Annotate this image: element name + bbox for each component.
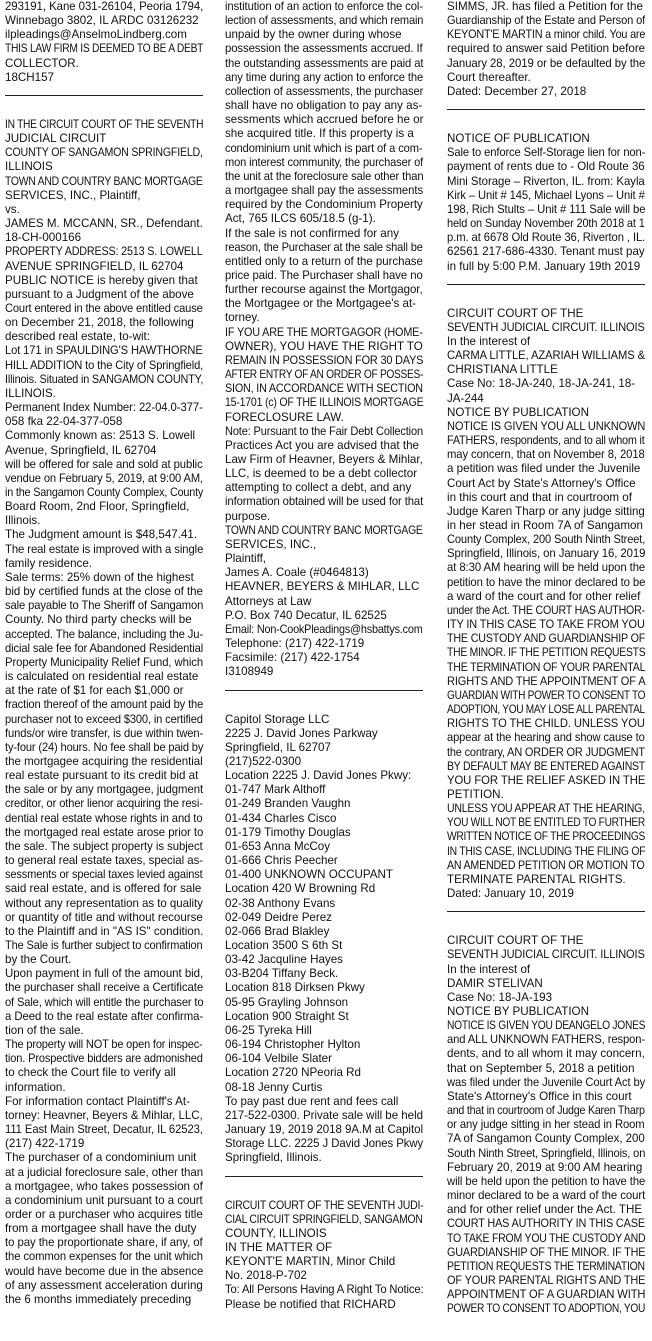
notice-line: DAMIR STELIVAN <box>447 976 543 990</box>
notice-line: TERMINATE PARENTAL RIGHTS. <box>447 872 626 886</box>
notice-line: Springfield, Illinois. <box>225 1151 322 1165</box>
notice-line: any time during any action to enforce the <box>225 70 424 84</box>
notice-line: FORECLOSURE LAW. <box>225 410 344 424</box>
notice-line: the purchaser shall receive a Certificate <box>5 981 204 995</box>
notice-line: 01-434 Charles Cisco <box>225 811 337 825</box>
notice-line: PETITION REQUESTS THE TERMINATION <box>447 1259 645 1273</box>
notice-line: Location 900 Straight St <box>225 1009 349 1023</box>
notice-line: The property will NOT be open for inspec- <box>5 1038 203 1052</box>
notice-line: said real estate, and is offered for sale <box>5 882 202 896</box>
notice-line: OF YOUR PARENTAL RIGHTS AND THE <box>447 1273 646 1287</box>
notice-line: YOU FOR THE RELIEF ASKED IN THE <box>447 773 646 787</box>
notice-line: held on Sunday November 20th 2018 at 1 <box>447 217 645 231</box>
notice-line: 2225 J. David Jones Parkway <box>225 726 378 740</box>
notice-line: 01-179 Timothy Douglas <box>225 825 351 839</box>
notice-line: purchaser not to exceed $300, in certified <box>5 712 203 726</box>
notice-line: IN THE MATTER OF <box>225 1240 333 1254</box>
notice-line: of any assessment acceleration during <box>5 1278 203 1292</box>
legal-notice <box>225 1199 423 1312</box>
notice-line: The real estate is improved with a single <box>5 542 204 556</box>
notice-line: minor declared to be a ward of the court <box>447 1189 646 1203</box>
notice-divider <box>225 690 423 691</box>
notice-line: Storage LLC. 2225 J David Jones Pkwy <box>225 1137 424 1151</box>
notice-line: LLC, is deemed to be a debt collector <box>225 467 418 481</box>
notice-line: a mortgagee, who takes possession of <box>5 1179 203 1193</box>
notice-line: purpose. <box>225 509 271 523</box>
notice-line: CIRCUIT COURT OF THE <box>447 934 584 948</box>
notice-line: January 19, 2019 2018 9A.M at Capitol <box>225 1123 423 1137</box>
notice-line: creditor, or other lienor acquiring the resi- <box>5 797 203 811</box>
notice-line: required to answer said Petition before <box>447 42 646 56</box>
notice-line: 01-666 Chris Peecher <box>225 854 338 868</box>
notice-line: ITY IN THIS CASE TO TAKE FROM YOU <box>447 618 645 632</box>
legal-notice <box>447 0 645 99</box>
notice-line: TOWN AND COUNTRY BANC MORTGAGE <box>5 174 203 188</box>
notice-line: No. 2018-P-702 <box>225 1269 307 1283</box>
notice-line: is calculated on residential real estate <box>5 670 199 684</box>
notice-line: the mortgaged real estate arose prior to <box>5 825 204 839</box>
notice-line: from a mortgagee shall have the duty <box>5 1222 197 1236</box>
notice-line: 06-104 Velbile Slater <box>225 1052 332 1066</box>
notice-line: under the Act. THE COURT HAS AUTHOR- <box>447 603 645 617</box>
notice-line: 02-066 Brad Blakley <box>225 924 330 938</box>
notice-line: COUNTY, ILLINOIS <box>225 1226 327 1240</box>
notice-line: 05-95 Grayling Johnson <box>225 995 349 1009</box>
notice-line: NOTICE IS GIVEN YOU DEANGELO JONES <box>447 1019 646 1033</box>
notice-line: NOTICE IS GIVEN YOU ALL UNKNOWN <box>447 419 646 433</box>
notice-line: AN AMENDED PETITION OR MOTION TO <box>447 858 645 872</box>
notice-line: BY DEFAULT MAY BE ENTERED AGAINST <box>447 759 645 773</box>
legal-notice <box>5 118 203 1307</box>
notice-line: In the interest of <box>447 962 531 976</box>
notice-line: dicial sale fee for Abandoned Residential <box>5 641 204 655</box>
notice-line: NOTICE BY PUBLICATION <box>447 405 589 419</box>
notice-line: APPOINTMENT OF A GUARDIAN WITH <box>447 1288 646 1302</box>
notice-line: Telephone: (217) 422-1719 <box>225 637 365 651</box>
notice-line: the common expenses for the unit which <box>5 1250 203 1264</box>
notice-line: the unit at the foreclosure sale other than <box>225 169 424 183</box>
notice-line: Permanent Index Number: 22-04.0-377- <box>5 401 203 415</box>
notice-line: PUBLIC NOTICE is hereby given that <box>5 273 198 287</box>
legal-notice <box>225 0 423 680</box>
column-3 <box>447 0 645 1316</box>
notice-line: a Deed to the real estate after confirma- <box>5 1009 204 1023</box>
notice-line: 02-38 Anthony Evans <box>225 896 336 910</box>
notice-line: pursuant to a Judgment of the above <box>5 287 194 301</box>
notice-line: in full by 5:00 P.M. January 19th 2019 <box>447 259 641 273</box>
notice-line: GUARDIAN WITH POWER TO CONSENT TO <box>447 688 646 702</box>
notice-line: GUARDIANSHIP OF THE MINOR. IF THE <box>447 1245 646 1259</box>
notice-line: the mortgagee acquiring the residential <box>5 754 203 768</box>
notice-line: tion of the sale. <box>5 1023 84 1037</box>
notice-line: possession the assessments accrued. If <box>225 42 423 56</box>
notice-line: FATHERS, respondents, and to all whom it <box>447 434 645 448</box>
notice-line: at 8:30 AM hearing will be held upon the <box>447 561 646 575</box>
notice-line: was filed under the Juvenile Court Act by <box>447 1075 646 1089</box>
notice-line: HEAVNER, BEYERS & MIHLAR, LLC <box>225 580 420 594</box>
notice-line: to general real estate taxes, special as- <box>5 854 204 868</box>
notice-line: fraction thereof of the amount paid by the <box>5 698 204 712</box>
notice-line: Location 420 W Browning Rd <box>225 882 376 896</box>
notice-line: Upon payment in full of the amount bid, <box>5 967 204 981</box>
notice-line: February 20, 2019 at 9:00 AM hearing <box>447 1160 643 1174</box>
notice-line: County. No third party checks will be <box>5 613 192 627</box>
notice-line: Winnebago 3802, IL ARDC 03126232 <box>5 14 199 28</box>
notice-line: 18CH157 <box>5 70 54 84</box>
notice-line: ILLINOIS <box>5 160 53 174</box>
notice-line: mon interest community, the purchaser of <box>225 155 424 169</box>
notice-line: Commonly known as: 2513 S. Lowell <box>5 429 196 443</box>
notice-line: Email: Non-CookPleadings@hsbattys.com <box>225 622 423 636</box>
notice-line: to pay the proportionate share, if any, of <box>5 1236 203 1250</box>
notice-line: YOU WILL NOT BE ENTITLED TO FURTHER <box>447 816 645 830</box>
notice-line: reason, the Purchaser at the sale shall be <box>225 240 423 254</box>
notice-line: Court entered in the above entitled cause <box>5 301 203 315</box>
notice-line: Sale terms: 25% down of the highest <box>5 570 194 584</box>
notice-line: Court Act by State's Attorney's Office <box>447 476 636 490</box>
notice-line: Illinois. <box>5 514 41 528</box>
notice-line: on December 21, 2018, the following <box>5 316 194 330</box>
notice-line: p.m. at 6678 Old Route 36, Riverton , IL. <box>447 231 646 245</box>
notice-line: tion. Prospective bidders are admonished <box>5 1052 203 1066</box>
notice-line: Location 2225 J. David Jones Pkwy: <box>225 769 412 783</box>
notice-line: 7A of Sangamon County Complex, 200 <box>447 1132 645 1146</box>
notice-line: Capitol Storage LLC <box>225 712 330 726</box>
notice-line: Illinois. Situated in SANGAMON COUNTY, <box>5 372 204 386</box>
notice-line: CARMA LITTLE, AZARIAH WILLIAMS & <box>447 349 646 363</box>
notice-line: accepted. The balance, including the Ju- <box>5 627 204 641</box>
notice-line: 01-747 Mark Althoff <box>225 783 326 797</box>
notice-line: Avenue, Springfield, IL 62704 <box>5 443 157 457</box>
notice-divider <box>5 95 203 96</box>
notice-line: 03-42 Jacquline Hayes <box>225 953 343 967</box>
notice-line: CIRCUIT COURT OF THE SEVENTH JUDI- <box>225 1198 424 1212</box>
notice-line: will be offered for sale and sold at public <box>5 457 203 471</box>
notice-line: at a judicial foreclosure sale, other than <box>5 1165 204 1179</box>
notice-line: Case No: 18-JA-240, 18-JA-241, 18- <box>447 377 636 391</box>
notice-line: Sale to enforce Self-Storage lien for non- <box>447 146 646 160</box>
notice-line: PETITION. <box>447 787 504 801</box>
notice-line: KEYONT'E MARTIN, Minor Child <box>225 1255 396 1269</box>
notice-line: SION, IN ACCORDANCE WITH SECTION <box>225 382 423 396</box>
notice-line: would have become due in the absence <box>5 1264 204 1278</box>
notice-line: Plaintiff, <box>225 552 267 566</box>
notice-line: will be held upon the petition to have the <box>447 1174 646 1188</box>
notice-line: COUNTY OF SANGAMON SPRINGFIELD, <box>5 146 203 160</box>
notice-line: Location 818 Dirksen Pkwy <box>225 981 365 995</box>
notice-line: the Mortgagee or the Mortgagee's at- <box>225 297 417 311</box>
notice-line: RIGHTS TO THE CHILD. UNLESS YOU <box>447 717 645 731</box>
notice-line: Dated: January 10, 2019 <box>447 887 574 901</box>
notice-line: COLLECTOR. <box>5 56 79 70</box>
notice-line: the 6 months immediately preceding <box>5 1292 192 1306</box>
notice-line: If the sale is not confirmed for any <box>225 226 399 240</box>
notice-line: IF YOU ARE THE MORTGAGOR (HOME- <box>225 325 423 339</box>
legal-notice <box>5 0 203 85</box>
notice-line: that on September 5, 2018 a petition <box>447 1061 635 1075</box>
notice-line: NOTICE BY PUBLICATION <box>447 1005 589 1018</box>
notice-line: price paid. The Purchaser shall have no <box>225 268 423 282</box>
notice-line: JUDICIAL CIRCUIT <box>5 132 107 146</box>
notice-line: Board Room, 2nd Floor, Springfield, <box>5 500 190 514</box>
notice-line: and ALL UNKNOWN FATHERS, respon- <box>447 1033 646 1047</box>
notice-line: The Judgment amount is $48,547.41. <box>5 528 198 542</box>
notice-line: 06-194 Christopher Hylton <box>225 1038 361 1052</box>
notice-line: appear at the hearing and show cause to <box>447 731 645 745</box>
notice-line: torney. <box>225 311 260 325</box>
notice-line: Act, 765 ILCS 605/18.5 (g-1). <box>225 212 376 226</box>
notice-line: To: All Persons Having A Right To Notice: <box>225 1283 424 1297</box>
notice-line: 02-049 Deidre Perez <box>225 910 332 924</box>
notice-line: 293191, Kane 031-26104, Peoria 1794, <box>5 0 204 13</box>
notice-line: To pay past due rent and fees call <box>225 1094 399 1108</box>
notice-line: to check the Court file to verify all <box>5 1066 176 1080</box>
legal-notice <box>447 132 645 274</box>
notice-line: UNLESS YOU APPEAR AT THE HEARING, <box>447 802 645 816</box>
notice-line: AVENUE SPRINGFIELD, IL 62704 <box>5 259 184 273</box>
notice-line: institution of an action to enforce the col- <box>225 0 423 13</box>
notice-line: in this court and that in courtroom of <box>447 490 632 504</box>
notice-line: TO TAKE FROM YOU THE CUSTODY AND <box>447 1231 646 1245</box>
notice-line: family residence. <box>5 556 92 570</box>
notice-line: The purchaser of a condominium unit <box>5 1151 197 1165</box>
notice-line: order or a purchaser who acquires title <box>5 1207 203 1221</box>
notice-line: County Complex, 200 South Ninth Street, <box>447 533 646 547</box>
notice-line: 62561 217-686-4330. Tenant must pay <box>447 245 645 259</box>
legal-notice <box>447 934 645 1316</box>
notice-line: condominium unit which is part of a com- <box>225 141 423 155</box>
notice-line: RIGHTS AND THE APPOINTMENT OF A <box>447 674 646 688</box>
notice-line: real estate pursuant to its credit bid at <box>5 769 199 783</box>
notice-line: and that in courtroom of Judge Karen Tharp <box>447 1104 645 1118</box>
notice-line: THIS LAW FIRM IS DEEMED TO BE A DEBT <box>5 42 204 56</box>
notice-line: January 28, 2019 or be defaulted by the <box>447 56 646 70</box>
notice-line: IN THIS CASE, INCLUDING THE FILING OF <box>447 844 646 858</box>
notice-line: collection of assessments, the purchaser <box>225 84 424 98</box>
notice-line: 058 fka 22-04-377-058 <box>5 415 123 429</box>
notice-line: further recourse against the Mortgagor, <box>225 283 423 297</box>
notice-line: a ward of the court and for other relief <box>447 589 641 603</box>
notice-line: THE CUSTODY AND GUARDIANSHIP OF <box>447 632 646 646</box>
notice-line: ty-four (24) hours. No fee shall be paid by <box>5 740 204 754</box>
notice-line: South Ninth Street, Springfield, Illinois, on <box>447 1146 646 1160</box>
notice-divider <box>447 911 645 912</box>
notice-line: or any judge sitting in her stead in Room <box>447 1118 645 1132</box>
notice-line: CIAL CIRCUIT SPRINGFIELD, SANGAMON <box>225 1212 423 1226</box>
notice-line: a condominium unit pursuant to a court <box>5 1193 203 1207</box>
notice-line: at the rate of $1 for each $1,000 or <box>5 684 184 698</box>
notice-line: required by the Condominium Property <box>225 198 423 212</box>
notice-line: sale payable to The Sheriff of Sangamon <box>5 599 204 613</box>
notice-line: in her stead in Room 7A of Sangamon <box>447 519 643 532</box>
notice-line: State's Attorney's Office in this court <box>447 1089 632 1103</box>
notice-divider <box>225 1176 423 1177</box>
notice-line: 198, Rich Stults – Unit # 111 Sale will be <box>447 202 646 216</box>
notice-line: Property Municipality Relief Fund, which <box>5 655 204 669</box>
notice-line: Springfield, IL 62707 <box>225 740 331 754</box>
notice-divider <box>447 109 645 110</box>
notice-line: CHRISTIANA LITTLE <box>447 363 558 377</box>
notice-line: information obtained will be used for that <box>225 495 424 509</box>
notice-line: or quantity of title and without recourse <box>5 910 203 924</box>
notice-line: described real estate, to-wit: <box>5 330 150 344</box>
notice-line: Case No: 18-JA-193 <box>447 990 553 1004</box>
notice-line: the contrary, AN ORDER OR JUDGMENT <box>447 745 645 759</box>
notice-line: SEVENTH JUDICIAL CIRCUIT. ILLINOIS <box>447 948 645 962</box>
notice-line: POWER TO CONSENT TO ADOPTION, YOU <box>447 1302 646 1316</box>
notice-line: in the Sangamon County Complex, County <box>5 486 204 499</box>
notice-line: OWNER), YOU HAVE THE RIGHT TO <box>225 339 423 353</box>
notice-line: ILLINOIS. <box>5 386 56 400</box>
notice-line: 111 East Main Street, Decatur, IL 62523, <box>5 1123 203 1137</box>
notice-line: HILL ADDITION to the City of Springfield, <box>5 358 204 372</box>
notice-line: SERVICES, INC., Plaintiff, <box>5 188 141 202</box>
notice-line: TOWN AND COUNTRY BANC MORTGAGE <box>225 523 423 537</box>
notice-line: P.O. Box 740 Decatur, IL 62525 <box>225 608 387 622</box>
notice-line: 18-CH-000166 <box>5 231 82 245</box>
notice-line: bid by certified funds at the close of the <box>5 585 203 599</box>
notice-line: Court thereafter. <box>447 70 531 84</box>
notice-line: 217-522-0300. Private sale will be held <box>225 1108 424 1122</box>
notice-line: Note: Pursuant to the Fair Debt Collection <box>225 424 423 438</box>
notice-line: 01-400 UNKNOWN OCCUPANT <box>225 868 393 882</box>
notice-line: payment of rents due to - Old Route 36 <box>447 160 645 174</box>
notice-line: information. <box>5 1080 66 1094</box>
notice-line: 01-653 Anna McCoy <box>225 839 331 853</box>
column-2 <box>225 0 423 1312</box>
notice-line: Mini Storage – Riverton, IL. from: Kayla <box>447 174 645 188</box>
notice-line: the sale. The subject property is subject <box>5 839 203 853</box>
notice-line: Location 3500 S 6th St <box>225 939 343 952</box>
notice-line: 08-18 Jenny Curtis <box>225 1080 323 1094</box>
notice-line: to the Plaintiff and in "AS IS" condition. <box>5 924 204 938</box>
notice-line: For information contact Plaintiff's At- <box>5 1094 191 1108</box>
notice-line: In the interest of <box>447 334 531 348</box>
notice-line: JA-244 <box>447 391 484 405</box>
notice-line: WRITTEN NOTICE OF THE PROCEEDINGS <box>447 830 646 844</box>
notice-line: without any representation as to quality <box>5 896 203 910</box>
notice-line: may concern, that on November 8, 2018 <box>447 448 645 462</box>
notice-line: IN THE CIRCUIT COURT OF THE SEVENTH <box>5 117 204 131</box>
notice-line: the outstanding assessments are paid at <box>225 56 424 70</box>
notice-line: James A. Coale (#0464813) <box>225 566 369 580</box>
notice-line: and for other relief under the Act. THE <box>447 1203 643 1217</box>
notice-line: lection of assessments, and which remain <box>225 14 424 28</box>
notice-line: by the Court. <box>5 953 72 967</box>
notice-line: JAMES M. MCCANN, SR., Defendant. <box>5 217 203 231</box>
notice-line: sessments or special taxes levied against <box>5 868 203 882</box>
notice-line: a mortgagee shall pay the assessments <box>225 184 424 198</box>
notice-line: the sale or by any mortgagee, judgment <box>5 783 204 797</box>
notice-line: KEYONT'E MARTIN a minor child. You are <box>447 28 646 42</box>
notice-line: petition to have the minor declared to be <box>447 575 646 589</box>
notice-line: Judge Karen Tharp or any judge sitting <box>447 504 645 518</box>
notice-line: vs. <box>5 202 20 216</box>
notice-line: a petition was filed under the Juvenile <box>447 462 641 476</box>
notice-line: dents, and to all whom it may concern, <box>447 1047 645 1061</box>
notice-line: 06-25 Tyreka Hill <box>225 1023 312 1037</box>
notice-line: 01-249 Branden Vaughn <box>225 797 351 811</box>
notice-line: (217) 422-1719 <box>5 1137 85 1151</box>
notice-line: Kirk – Unit # 145, Michael Lyons – Unit # <box>447 188 645 202</box>
notice-line: SIMMS, JR. has filed a Petition for the <box>447 0 643 13</box>
column-1 <box>5 0 203 1307</box>
notice-line: 15-1701 (c) OF THE ILLINOIS MORTGAGE <box>225 396 424 410</box>
notice-divider <box>447 284 645 285</box>
notice-line: Facsimile: (217) 422-1754 <box>225 651 360 665</box>
notice-line: sessments which accrued before he or <box>225 113 424 127</box>
notice-line: The Sale is further subject to confirmation <box>5 939 203 952</box>
notice-line: of Sale, which will entitle the purchaser to <box>5 995 204 1009</box>
notice-line: Lot 171 in SPAULDING'S HAWTHORNE <box>5 344 203 358</box>
notice-line: Attorneys at Law <box>225 594 312 608</box>
notice-line: I3108949 <box>225 665 274 679</box>
notice-line: funds/or wire transfer, is due within twen- <box>5 726 204 740</box>
notice-line: Springfield, Illinois, on January 16, 2019 <box>447 547 646 561</box>
notice-line: THE MINOR. IF THE PETITION REQUESTS <box>447 646 646 660</box>
notice-line: attempting to collect a debt, and any <box>225 481 412 495</box>
notice-line: dential real estate whose rights in and to <box>5 811 203 825</box>
notice-line: 03-B204 Tiffany Beck. <box>225 967 339 981</box>
legal-notice <box>447 307 645 902</box>
notice-line: SERVICES, INC., <box>225 537 317 551</box>
notice-line: unpaid by the owner during whose <box>225 28 402 42</box>
notice-line: vendue on February 5, 2019, at 9:00 AM, <box>5 471 203 485</box>
notice-line: Guardianship of the Estate and Person of <box>447 14 646 28</box>
notice-line: Dated: December 27, 2018 <box>447 84 587 98</box>
notice-line: (217)522-0300 <box>225 754 302 768</box>
notice-line: SEVENTH JUDICIAL CIRCUIT. ILLINOIS <box>447 320 645 334</box>
notice-line: Law Firm of Heavner, Beyers & Mihlar, <box>225 453 423 466</box>
notice-line: COURT HAS AUTHORITY IN THIS CASE <box>447 1217 645 1231</box>
notice-line: NOTICE OF PUBLICATION <box>447 132 590 146</box>
notice-line: ilpleadings@AnselmoLindberg.com <box>5 28 187 42</box>
notice-line: THE TERMINATION OF YOUR PARENTAL <box>447 660 646 674</box>
notice-line: Location 2720 NPeoria Rd <box>225 1066 361 1080</box>
notice-line: entitled only to a return of the purchase <box>225 254 423 268</box>
notice-line: AFTER ENTRY OF AN ORDER OF POSSES- <box>225 368 424 382</box>
notice-line: PROPERTY ADDRESS: 2513 S. LOWELL <box>5 245 203 259</box>
notice-line: ADOPTION, YOU MAY LOSE ALL PARENTAL <box>447 703 645 717</box>
notice-line: shall have no obligation to pay any as- <box>225 99 423 113</box>
notice-line: she acquired title. If this property is a <box>225 127 414 141</box>
notice-line: REMAIN IN POSSESSION FOR 30 DAYS <box>225 353 424 367</box>
notice-line: torney: Heavner, Beyers & Mihlar, LLC, <box>5 1108 203 1122</box>
notice-line: CIRCUIT COURT OF THE <box>447 306 584 320</box>
notice-line: Practices Act you are advised that the <box>225 438 419 452</box>
notice-line: Please be notified that RICHARD <box>225 1297 396 1311</box>
legal-notice <box>225 713 423 1166</box>
